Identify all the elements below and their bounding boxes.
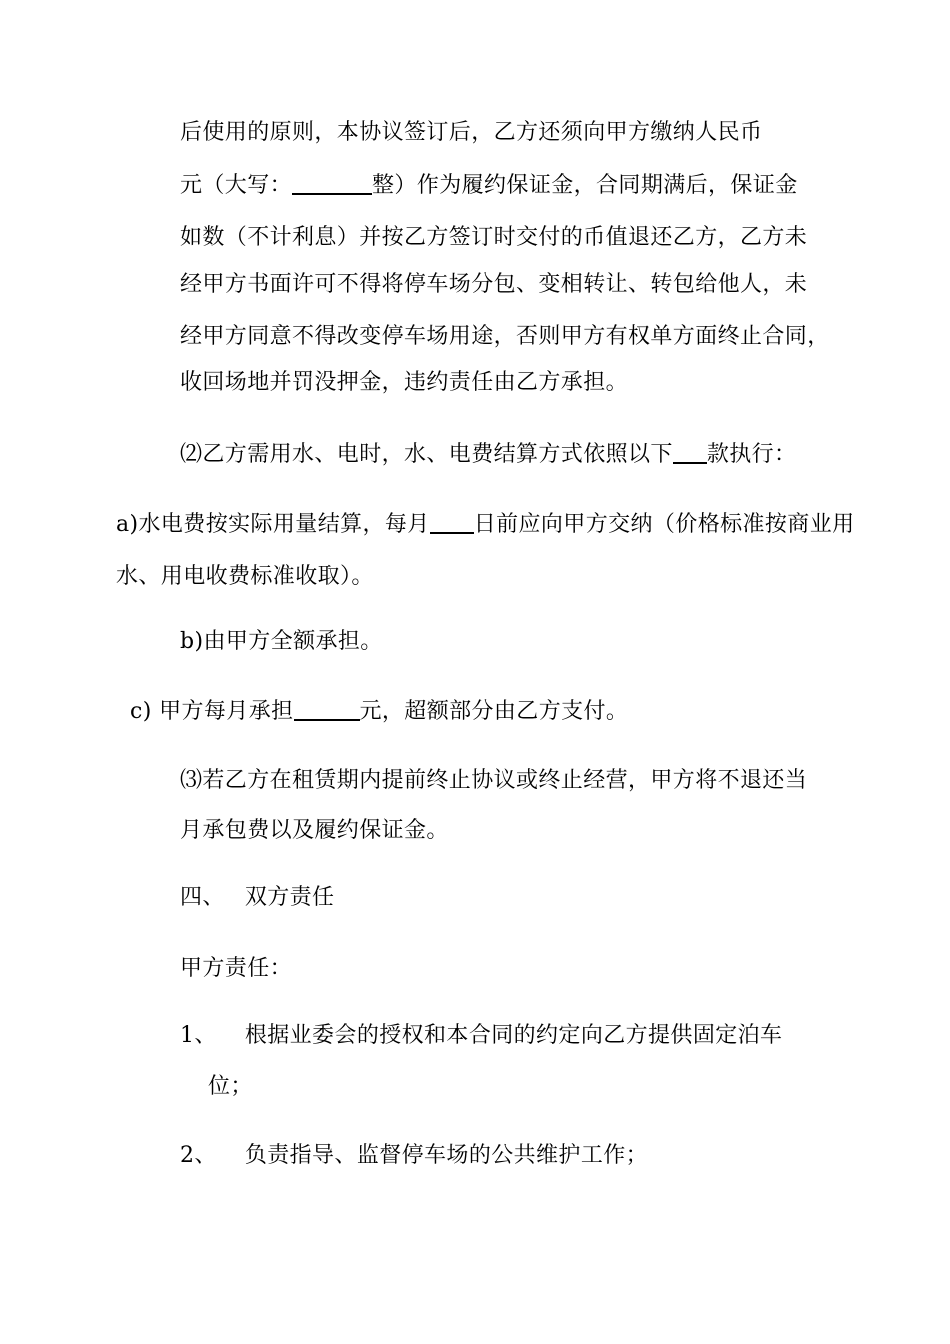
list-item-number: 2、: [180, 1143, 217, 1168]
fill-in-blank: [673, 440, 707, 464]
section-heading: [180, 883, 334, 913]
list-item-text: 负责指导、监督停车场的公共维护工作；: [244, 1143, 649, 1168]
paragraph-line: 月承包费以及履约保证金。: [180, 818, 449, 843]
text-segment: c) 甲方每月承担: [130, 699, 294, 724]
text-segment: 元（大写：: [180, 173, 293, 198]
paragraph-line: [180, 440, 796, 470]
paragraph-line: 水、用电收费标准收取）。: [116, 564, 374, 589]
text-segment: 款执行：: [706, 442, 797, 467]
list-item-text: 根据业委会的授权和本合同的约定向乙方提供固定泊车: [244, 1023, 783, 1048]
fill-in-blank: [430, 510, 474, 534]
paragraph-line: [130, 697, 628, 727]
paragraph-line: 如数（不计利息）并按乙方签订时交付的币值退还乙方，乙方未: [180, 225, 808, 250]
paragraph-line: 收回场地并罚没押金，违约责任由乙方承担。: [180, 370, 629, 395]
paragraph-line: 后使用的原则，本协议签订后，乙方还须向甲方缴纳人民币: [180, 120, 763, 145]
list-item-number: 1、: [180, 1023, 217, 1048]
fill-in-blank: [292, 171, 372, 195]
fill-in-blank: [294, 697, 360, 721]
text-segment: a)水电费按实际用量结算，每月: [116, 512, 430, 537]
paragraph-line: [116, 510, 855, 540]
subsection-title: 甲方责任：: [180, 956, 293, 981]
paragraph-line: b)由甲方全额承担。: [180, 629, 383, 654]
paragraph-line: 经甲方同意不得改变停车场用途，否则甲方有权单方面终止合同，: [180, 324, 830, 349]
section-title: 双方责任: [244, 885, 335, 910]
text-segment: 整）作为履约保证金，合同期满后，保证金: [372, 173, 798, 198]
list-item-continuation: 位；: [208, 1074, 253, 1099]
list-item: [180, 1021, 782, 1051]
list-item: [180, 1141, 648, 1171]
text-segment: 元，超额部分由乙方支付。: [359, 699, 629, 724]
text-segment: 日前应向甲方交纳（价格标准按商业用: [473, 512, 855, 537]
paragraph-line: 经甲方书面许可不得将停车场分包、变相转让、转包给他人，未: [180, 272, 808, 297]
paragraph-line: [180, 171, 798, 201]
section-number: 四、: [180, 885, 225, 910]
text-segment: ⑵乙方需用水、电时，水、电费结算方式依照以下: [180, 442, 673, 467]
paragraph-line: ⑶若乙方在租赁期内提前终止协议或终止经营，甲方将不退还当: [180, 768, 808, 793]
